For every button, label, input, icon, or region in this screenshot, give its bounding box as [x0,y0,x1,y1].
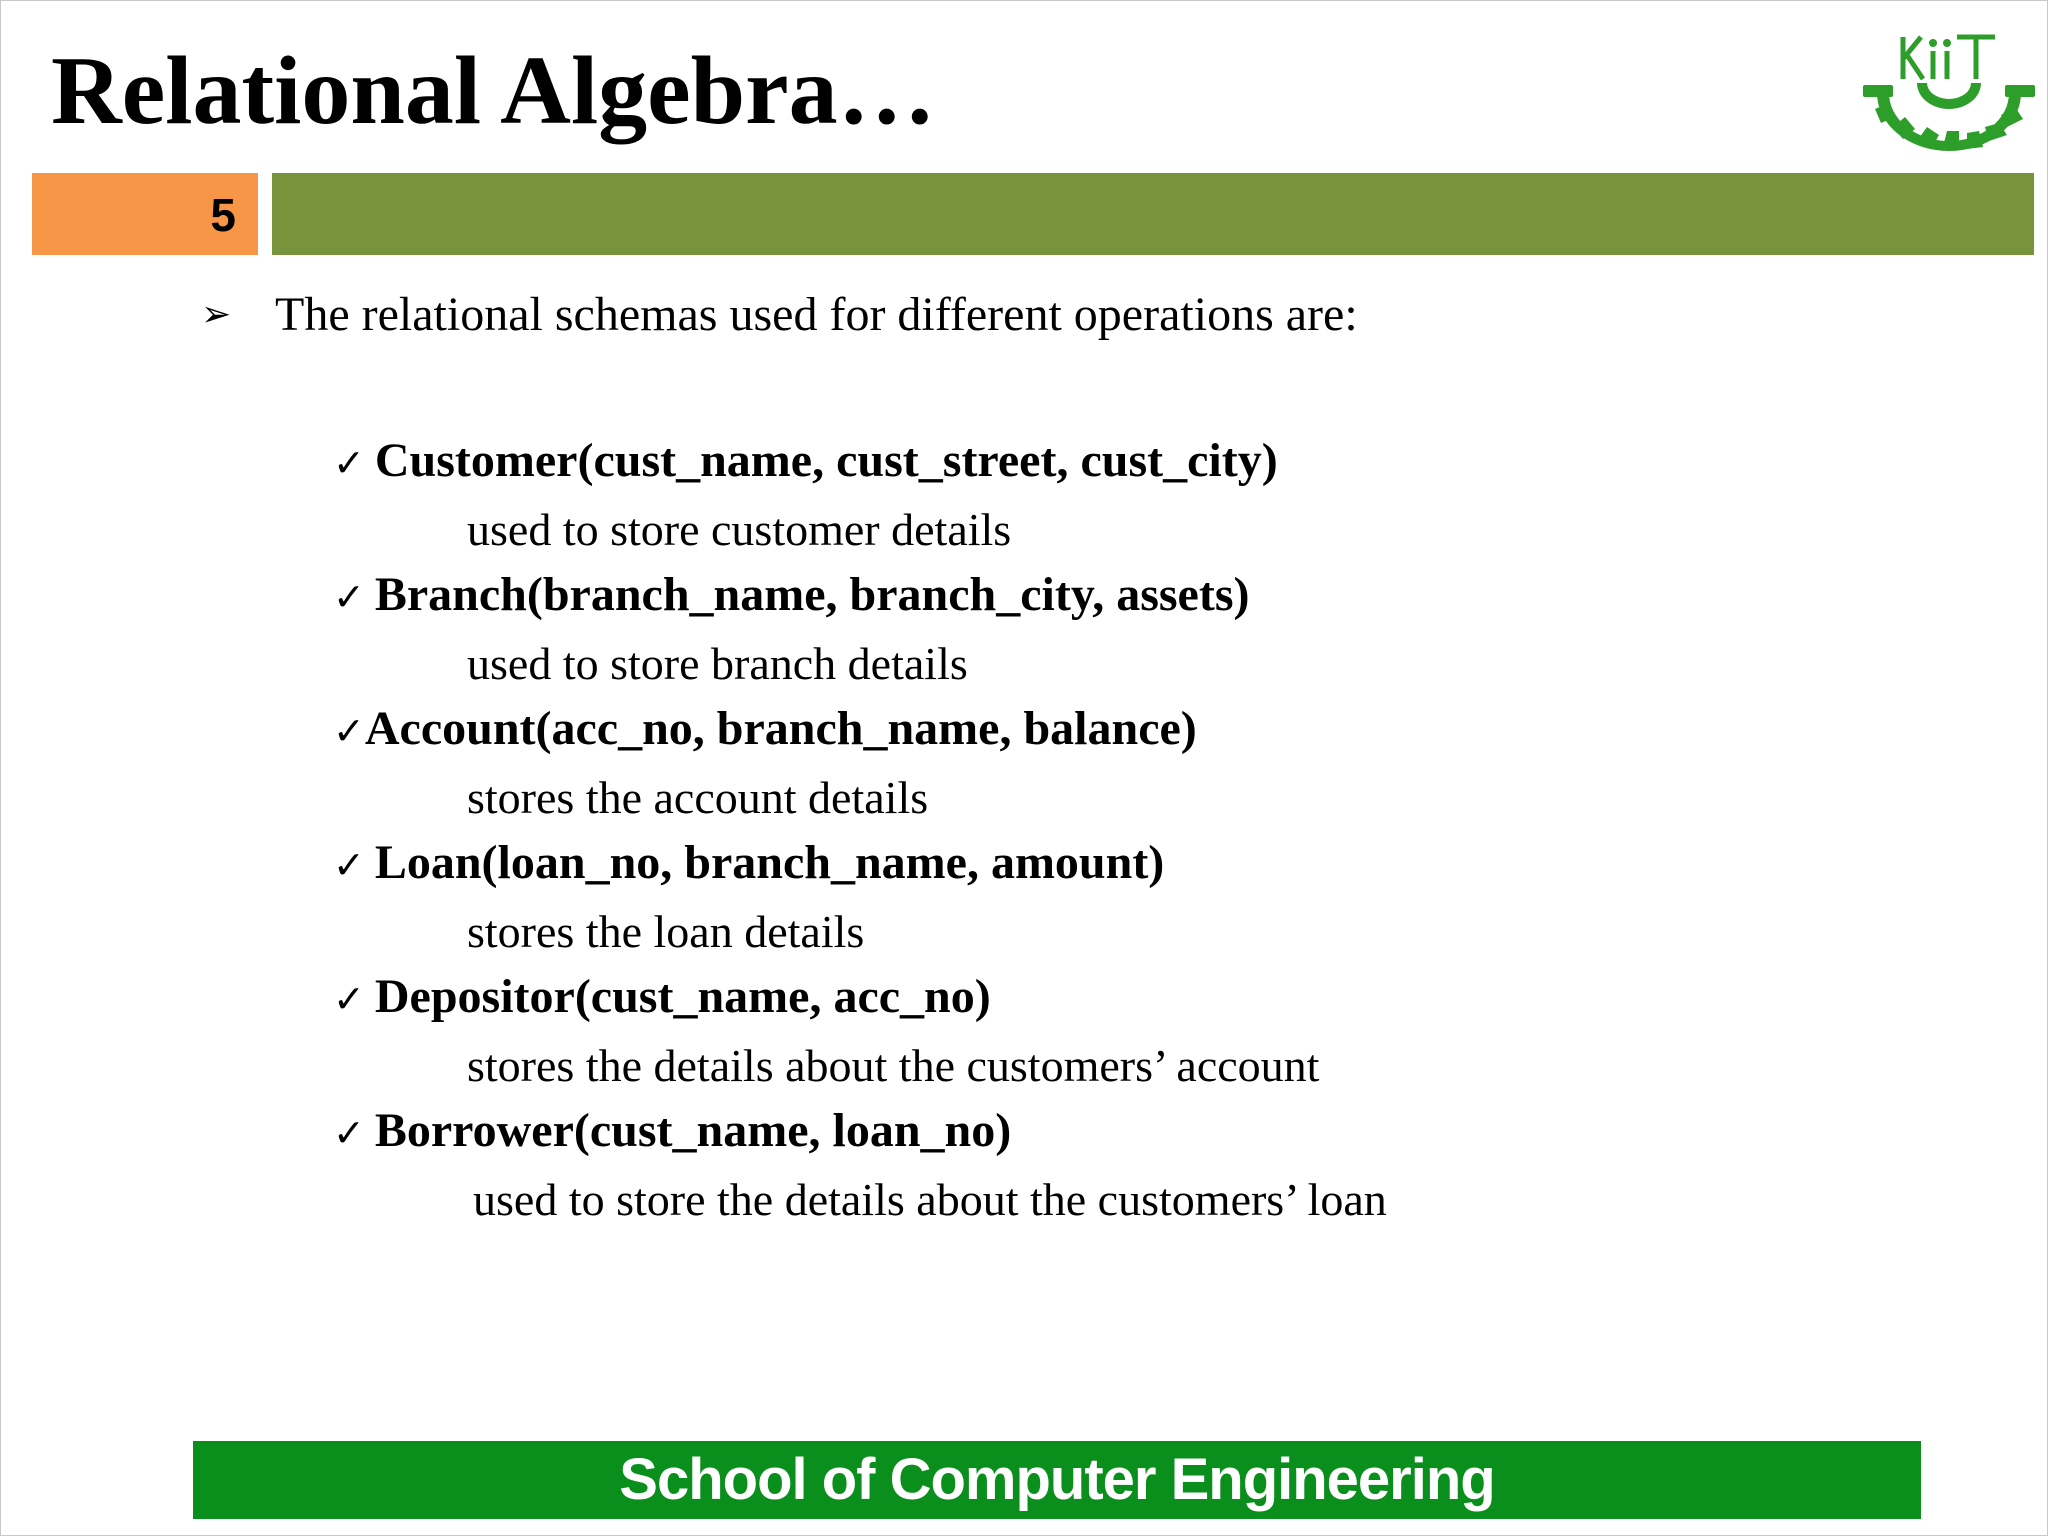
schema-description: stores the details about the customers’ account [467,1040,1320,1091]
intro-text: The relational schemas used for different operations are: [275,288,1358,341]
header-green-bar [272,173,2034,255]
checkmark-icon: ✓ [333,709,365,753]
schema-item-branch [333,563,1387,697]
checkmark-icon: ✓ [333,575,365,619]
schema-name: Account(acc_no, branch_name, balance) [364,702,1197,755]
schema-name: Borrower(cust_name, loan_no) [374,1104,1012,1157]
schema-description: used to store branch details [467,638,968,689]
schema-heading [333,831,1387,897]
schema-item-account [333,697,1387,831]
footer-banner: School of Computer Engineering [193,1441,1921,1519]
schema-name: Customer(cust_name, cust_street, cust_city) [374,434,1278,487]
schema-name: Loan(loan_no, branch_name, amount) [374,836,1165,889]
schema-description: stores the account details [467,772,929,823]
schema-name: Depositor(cust_name, acc_no) [374,970,991,1023]
schema-item-customer [333,429,1387,563]
slide-number-bar [32,173,258,255]
kiit-logo-icon [1859,23,2039,159]
schema-name: Branch(branch_name, branch_city, assets) [374,568,1250,621]
slide-number: 5 [210,189,236,241]
schema-heading [333,429,1387,495]
checkmark-icon: ✓ [333,843,365,887]
schema-list [333,429,1387,1233]
checkmark-icon: ✓ [333,977,365,1021]
schema-heading [333,1099,1387,1165]
schema-heading [333,697,1387,763]
schema-description: used to store the details about the customers’ loan [473,1174,1387,1225]
schema-heading [333,965,1387,1031]
checkmark-icon: ✓ [333,1111,365,1155]
arrowhead-bullet-icon: ➢ [201,294,232,335]
schema-heading [333,563,1387,629]
intro-line [201,283,1358,347]
checkmark-icon: ✓ [333,441,365,485]
schema-item-loan [333,831,1387,965]
schema-description: stores the loan details [467,906,865,957]
slide-title: Relational Algebra… [51,37,936,145]
schema-item-depositor [333,965,1387,1099]
schema-description: used to store customer details [467,504,1012,555]
schema-item-borrower [333,1099,1387,1233]
